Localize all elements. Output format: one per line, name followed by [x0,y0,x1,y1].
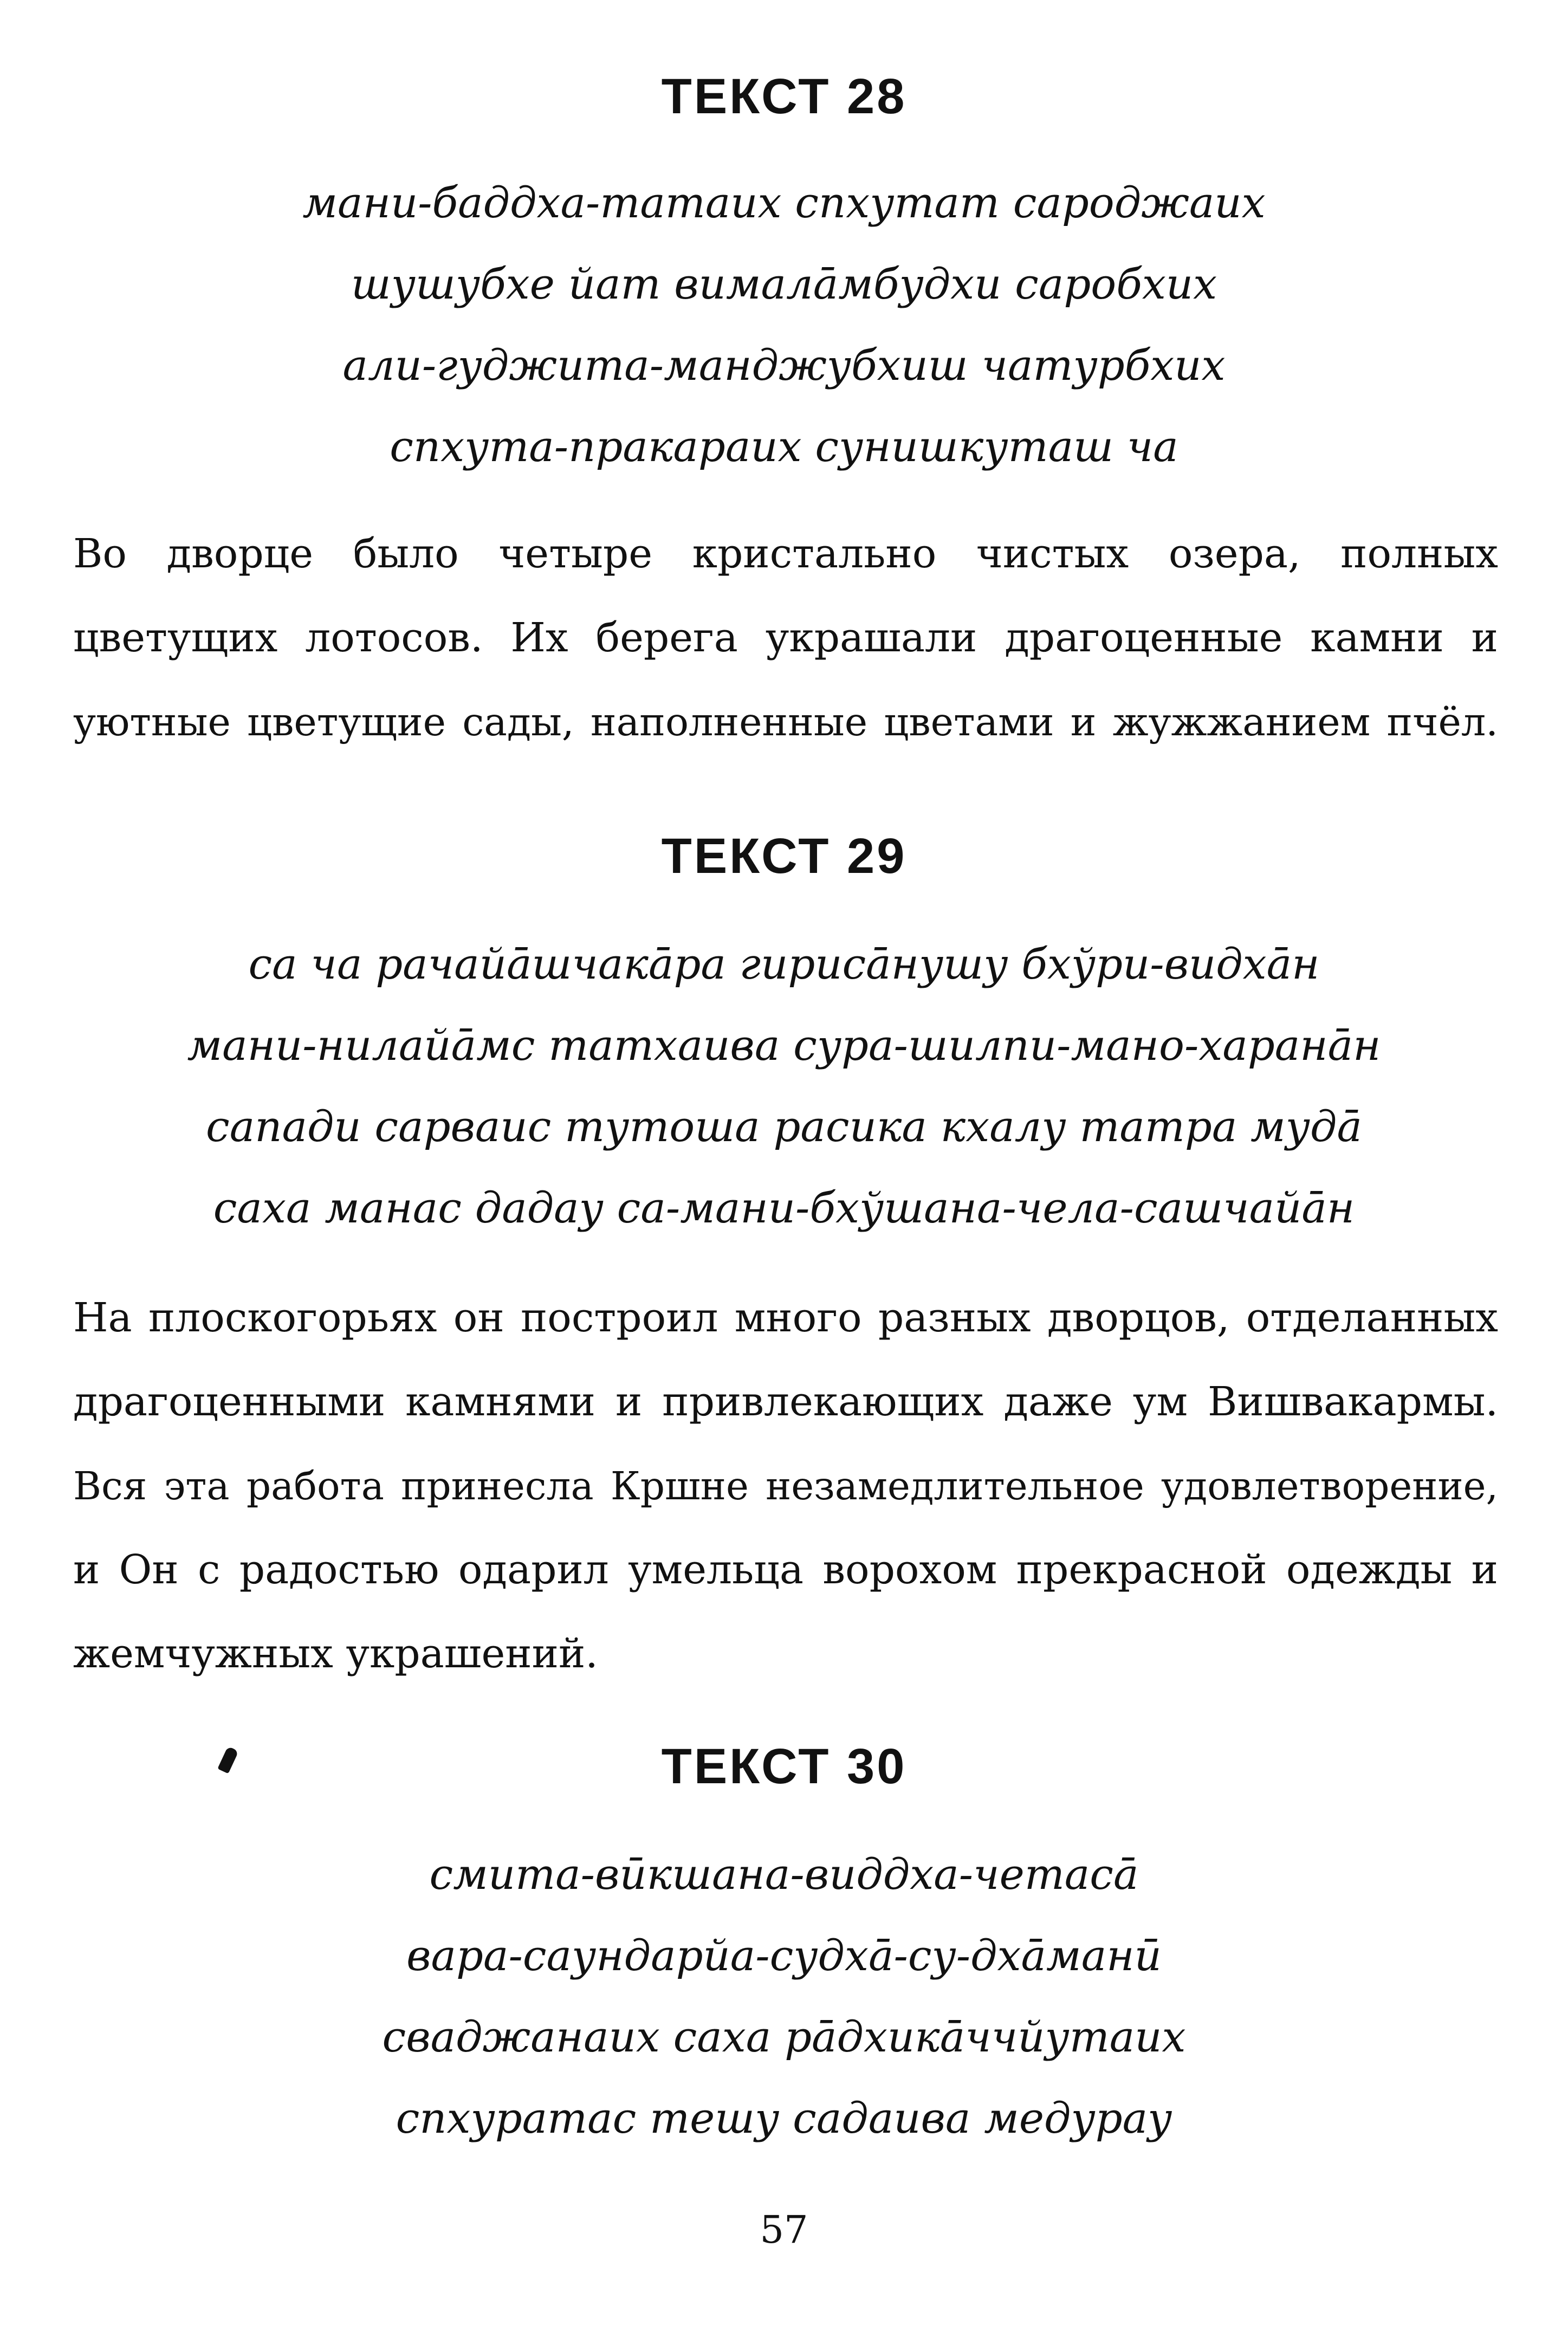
verse-line: али-гуджита-манджубхиш чатурбхих [342,341,1226,390]
verse-line: са ча рачайāшчакāра гирисāнушу бхўри-видхāн [248,940,1320,989]
translation-line: и Он с радостью одарил умельца ворохом прекрасной одежды и [73,1546,1498,1593]
translation-line: Во дворце было четыре кристально чистых озера, полных [73,530,1498,577]
translation-line: уютные цветущие сады, наполненные цветами и жужжанием пчёл. [73,700,1498,745]
verse-line: сваджанаих саха рāдхикāччйутаих [382,2013,1186,2062]
verse-line: сапади сарваис тутоша расика кхалу татра мудā [206,1103,1362,1151]
text-30-heading: ТЕКСТ 30 [661,1739,907,1794]
verse-line: спхуратас тешу садаива медурау [396,2094,1172,2143]
verse-line: шушубхе йат вималāмбудхи саробхих [351,260,1217,309]
text-28-heading: ТЕКСТ 28 [661,69,907,124]
text-28-translation [73,512,1498,764]
text-30-verse [0,1834,1568,2159]
page-number: 57 [760,2207,808,2252]
translation-line: На плоскогорьях он построил много разных дворцов, отделанных [73,1294,1498,1341]
verse-line: мани-баддха-татаих спхутат сароджаих [302,179,1266,228]
translation-line: Вся эта работа принесла Кршне незамедлительное удовлетворение, [73,1464,1498,1509]
translation-line: драгоценными камнями и привлекающих даже ум Вишвакармы. [73,1378,1498,1425]
verse-line: смита-вūкшана-виддха-четасā [429,1850,1139,1899]
text-29-heading: ТЕКСТ 29 [661,828,907,884]
verse-line: мани-нилайāмс татхаива сура-шилпи-мано-харанāн [187,1021,1381,1070]
text-29-translation [73,1276,1498,1696]
text-29-verse [0,924,1568,1249]
translation-line: жемчужных украшений. [73,1630,598,1677]
translation-line: цветущих лотосов. Их берега украшали драгоценные камни и [73,614,1498,661]
verse-line: саха манас дадау са-мани-бхўшана-чела-сашчайāн [213,1184,1355,1233]
verse-line: вара-саундарйа-судхā-су-дхāманū [406,1932,1162,1980]
text-28-verse [0,163,1568,488]
verse-line: спхута-пракараих сунишкуташ ча [390,423,1178,471]
